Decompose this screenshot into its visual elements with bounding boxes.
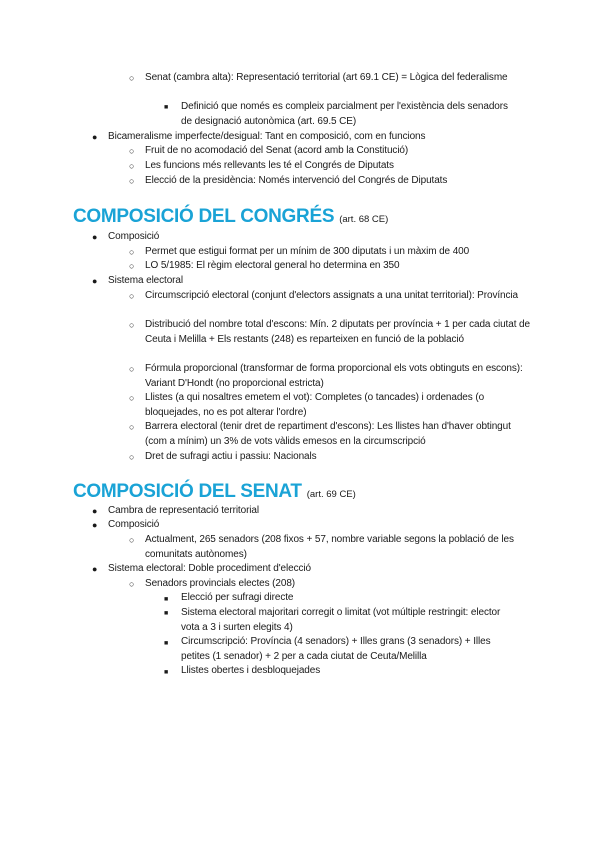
list-item: Elecció de la presidència: Només intervenció del Congrés de Diputats (145, 175, 448, 186)
list-item: Elecció per sufragi directe (181, 592, 294, 603)
disc-bullet-icon: ● (92, 564, 98, 574)
circle-bullet-icon: ○ (129, 146, 135, 156)
circle-bullet-icon: ○ (129, 176, 135, 186)
article-reference: (art. 69 CE) (306, 489, 356, 500)
list-item: Definició que només es compleix parcialment per l'existència dels senadors de designació autonòmica (art. 69.5 CE) (181, 101, 508, 127)
list-item: Senat (cambra alta): Representació territorial (art 69.1 CE) = Lògica del federalisme (145, 72, 508, 83)
disc-bullet-icon: ● (92, 132, 98, 142)
circle-bullet-icon: ○ (129, 73, 135, 83)
list-item: Composició (108, 231, 160, 242)
circle-bullet-icon: ○ (129, 247, 135, 257)
section-heading-congres (73, 206, 388, 231)
circle-bullet-icon: ○ (129, 320, 135, 330)
square-bullet-icon: ■ (164, 640, 169, 647)
list-item: Fruit de no acomodació del Senat (acord amb la Constitució) (145, 145, 409, 156)
section-title: COMPOSICIÓ DEL CONGRÉS (73, 206, 335, 227)
list-item: Sistema electoral: Doble procediment d'elecció (108, 563, 311, 574)
list-item: Actualment, 265 senadors (208 fixos + 57, nombre variable segons la població de les comunitats autònomes) (145, 534, 514, 560)
circle-bullet-icon: ○ (129, 452, 135, 462)
list-item: Permet que estigui format per un mínim de 300 diputats i un màxim de 400 (145, 246, 470, 257)
list-item: Dret de sufragi actiu i passiu: Nacionals (145, 451, 317, 462)
circle-bullet-icon: ○ (129, 422, 135, 432)
circle-bullet-icon: ○ (129, 291, 135, 301)
square-bullet-icon: ■ (164, 104, 169, 111)
disc-bullet-icon: ● (92, 232, 98, 242)
square-bullet-icon: ■ (164, 596, 169, 603)
circle-bullet-icon: ○ (129, 535, 135, 545)
article-reference: (art. 68 CE) (339, 214, 389, 225)
list-item: Distribució del nombre total d'escons: Mín. 2 diputats per província + 1 per cada ciutat de Ceuta i Melilla + Els restants (248) es reparteixen en funció de la població (145, 319, 530, 345)
list-item: Circumscripció: Província (4 senadors) + Illes grans (3 senadors) + Illes petites (1 senador) + 2 per a cada ciutat de Ceuta/Melilla (181, 636, 491, 662)
section-heading-senat (73, 481, 356, 506)
list-item: Sistema electoral (108, 275, 183, 286)
circle-bullet-icon: ○ (129, 579, 135, 589)
disc-bullet-icon: ● (92, 276, 98, 286)
disc-bullet-icon: ● (92, 520, 98, 530)
square-bullet-icon: ■ (164, 610, 169, 617)
list-item: Sistema electoral majoritari corregit o limitat (vot múltiple restringit: elector vota a 3 i surten elegits 4) (181, 607, 501, 633)
list-item: Les funcions més rellevants les té el Congrés de Diputats (145, 160, 394, 171)
section-title: COMPOSICIÓ DEL SENAT (73, 481, 302, 502)
disc-bullet-icon: ● (92, 506, 98, 516)
circle-bullet-icon: ○ (129, 261, 135, 271)
circle-bullet-icon: ○ (129, 161, 135, 171)
list-item: Fórmula proporcional (transformar de forma proporcional els vots obtinguts en escons): Variant D'Hondt (no proporcional estricta) (145, 363, 523, 389)
circle-bullet-icon: ○ (129, 364, 135, 374)
list-item: Cambra de representació territorial (108, 505, 260, 516)
square-bullet-icon: ■ (164, 669, 169, 676)
circle-bullet-icon: ○ (129, 393, 135, 403)
list-item: LO 5/1985: El règim electoral general ho determina en 350 (145, 260, 400, 271)
list-item: Barrera electoral (tenir dret de repartiment d'escons): Les llistes han d'haver obtingut (com a mínim) un 3% de vots vàlids emesos en la circumscripció (145, 421, 511, 447)
list-item: Composició (108, 519, 160, 530)
list-item: Bicameralisme imperfecte/desigual: Tant en composició, com en funcions (108, 131, 426, 142)
list-item: Circumscripció electoral (conjunt d'electors assignats a una unitat territorial): Província (145, 290, 518, 301)
list-item: Llistes (a qui nosaltres emetem el vot): Completes (o tancades) i ordenades (o bloquejades, no es pot alterar l'ordre) (145, 392, 485, 418)
list-item: Senadors provincials electes (208) (145, 578, 296, 589)
list-item: Llistes obertes i desbloquejades (181, 665, 321, 676)
